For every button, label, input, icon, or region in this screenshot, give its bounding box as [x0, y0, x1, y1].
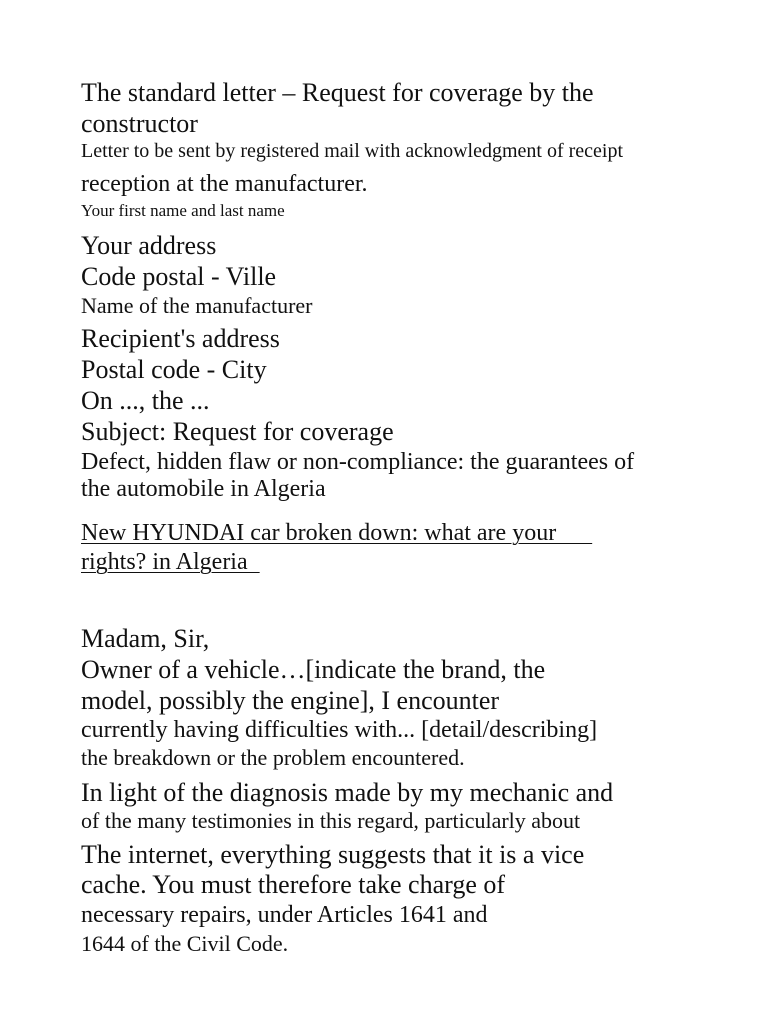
sender-address: Your address	[81, 231, 217, 260]
body-line: the breakdown or the problem encountered.	[81, 745, 465, 770]
recipient-city: Postal code - City	[81, 355, 267, 384]
sender-city: Code postal - Ville	[81, 262, 277, 291]
letter-title-continued: constructor	[81, 109, 198, 138]
salutation: Madam, Sir,	[81, 624, 210, 653]
article-link-continued[interactable]: rights? in Algeria	[81, 549, 260, 575]
article-link[interactable]: New HYUNDAI car broken down: what are your	[81, 520, 593, 546]
letter-title: The standard letter – Request for coverage by the	[81, 78, 594, 107]
body-line: cache. You must therefore take charge of	[81, 870, 506, 899]
date-line: On ..., the ...	[81, 386, 210, 415]
sending-instruction: Letter to be sent by registered mail with acknowledgment of receipt	[81, 140, 624, 162]
letter-subtitle: Defect, hidden flaw or non-compliance: the guarantees of	[81, 449, 635, 475]
body-line: 1644 of the Civil Code.	[81, 931, 289, 956]
recipient-name: Name of the manufacturer	[81, 293, 313, 318]
letter-subtitle-continued: the automobile in Algeria	[81, 476, 326, 502]
body-line: The internet, everything suggests that it is a vice	[81, 840, 585, 869]
body-line: currently having difficulties with... [detail/describing]	[81, 717, 598, 743]
sender-name: Your first name and last name	[81, 201, 285, 220]
body-line: necessary repairs, under Articles 1641 and	[81, 902, 488, 928]
sending-instruction-continued: reception at the manufacturer.	[81, 171, 368, 197]
recipient-address: Recipient's address	[81, 324, 280, 353]
subject-line: Subject: Request for coverage	[81, 417, 394, 446]
body-line: of the many testimonies in this regard, particularly about	[81, 808, 581, 833]
body-line: Owner of a vehicle…[indicate the brand, the	[81, 655, 546, 684]
body-line: model, possibly the engine], I encounter	[81, 686, 500, 715]
body-line: In light of the diagnosis made by my mechanic and	[81, 778, 614, 807]
